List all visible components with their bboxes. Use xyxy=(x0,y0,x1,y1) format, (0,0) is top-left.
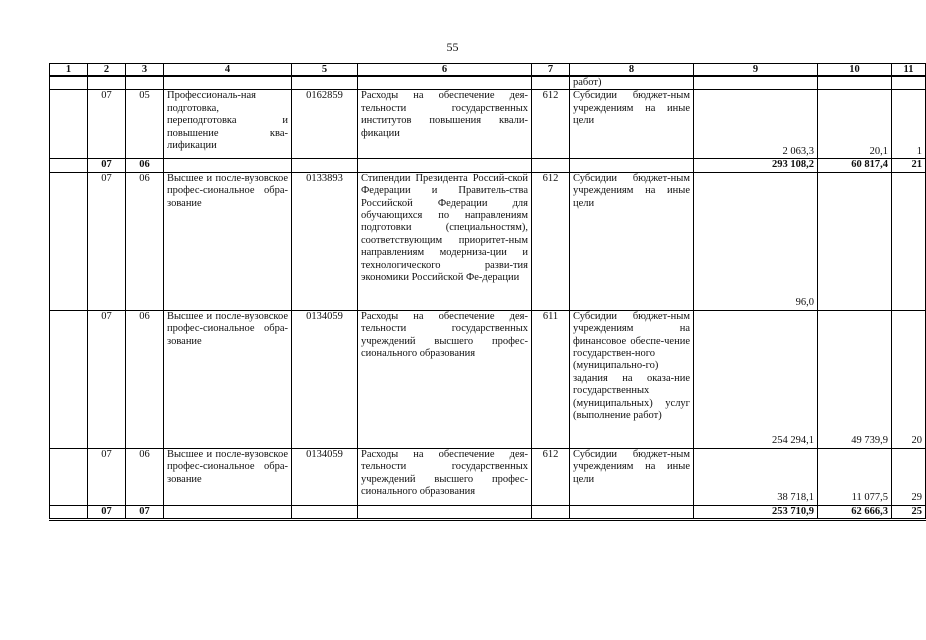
target-article-name-cell: Расходы на обеспечение дея-тельности государственных учреждений высшего профес-сионального образования xyxy=(358,448,532,505)
cell xyxy=(292,76,358,90)
amount-cell: 62 666,3 xyxy=(818,505,892,519)
cell xyxy=(532,505,570,519)
cell xyxy=(358,159,532,172)
subtotal-row xyxy=(50,159,926,172)
amount-cell: 253 710,9 xyxy=(694,505,818,519)
amount-cell: 96,0 xyxy=(694,172,818,310)
subsection-cell: 06 xyxy=(126,310,164,448)
cell xyxy=(358,76,532,90)
column-header-2: 2 xyxy=(88,64,126,77)
cell xyxy=(292,505,358,519)
cell xyxy=(50,90,88,159)
section-cell: 07 xyxy=(88,172,126,310)
cell xyxy=(570,505,694,519)
cell xyxy=(570,159,694,172)
cell xyxy=(164,505,292,519)
amount-cell xyxy=(818,172,892,310)
cell xyxy=(358,505,532,519)
table-row xyxy=(50,172,926,310)
expense-type-cell: Субсидии бюджет-ным учреждениям на иные цели xyxy=(570,448,694,505)
cell xyxy=(292,159,358,172)
column-header-6: 6 xyxy=(358,64,532,77)
cell xyxy=(126,76,164,90)
count-cell xyxy=(892,172,926,310)
subsection-cell: 05 xyxy=(126,90,164,159)
count-cell: 20 xyxy=(892,310,926,448)
expense-type-cell: работ) xyxy=(570,76,694,90)
count-cell: 25 xyxy=(892,505,926,519)
cell xyxy=(892,76,926,90)
subsection-cell: 06 xyxy=(126,448,164,505)
column-header-11: 11 xyxy=(892,64,926,77)
target-article-cell: 0134059 xyxy=(292,310,358,448)
cell xyxy=(50,310,88,448)
cell xyxy=(164,76,292,90)
column-header-7: 7 xyxy=(532,64,570,77)
amount-cell: 20,1 xyxy=(818,90,892,159)
amount-cell: 38 718,1 xyxy=(694,448,818,505)
cell xyxy=(50,172,88,310)
cell xyxy=(50,159,88,172)
target-article-cell: 0162859 xyxy=(292,90,358,159)
column-header-4: 4 xyxy=(164,64,292,77)
section-name-cell: Высшее и после-вузовское профес-сиональное обра-зование xyxy=(164,172,292,310)
target-article-cell: 0134059 xyxy=(292,448,358,505)
count-cell: 29 xyxy=(892,448,926,505)
section-cell: 07 xyxy=(88,505,126,519)
cell xyxy=(50,505,88,519)
cell xyxy=(694,76,818,90)
column-header-10: 10 xyxy=(818,64,892,77)
target-article-name-cell: Расходы на обеспечение дея-тельности государственных учреждений высшего профес-сионального образования xyxy=(358,310,532,448)
amount-cell: 293 108,2 xyxy=(694,159,818,172)
count-cell: 1 xyxy=(892,90,926,159)
amount-cell: 254 294,1 xyxy=(694,310,818,448)
header-row xyxy=(50,64,926,77)
expense-type-cell: Субсидии бюджет-ным учреждениям на финансовое обеспе-чение государствен-ного (муниципально-го) задания на оказа-ние государственных (муниципальных) услуг (выполнение работ) xyxy=(570,310,694,448)
page-number: 55 xyxy=(446,40,459,54)
expense-code-cell: 612 xyxy=(532,172,570,310)
expense-code-cell: 612 xyxy=(532,90,570,159)
expense-code-cell: 611 xyxy=(532,310,570,448)
subsection-cell: 06 xyxy=(126,159,164,172)
cell xyxy=(532,159,570,172)
amount-cell: 2 063,3 xyxy=(694,90,818,159)
expense-type-cell: Субсидии бюджет-ным учреждениям на иные цели xyxy=(570,90,694,159)
count-cell: 21 xyxy=(892,159,926,172)
section-cell: 07 xyxy=(88,448,126,505)
expense-type-cell: Субсидии бюджет-ным учреждениям на иные цели xyxy=(570,172,694,310)
column-header-9: 9 xyxy=(694,64,818,77)
table-row xyxy=(50,310,926,448)
amount-cell: 60 817,4 xyxy=(818,159,892,172)
column-header-5: 5 xyxy=(292,64,358,77)
section-name-cell: Высшее и после-вузовское профес-сиональное обра-зование xyxy=(164,310,292,448)
cell xyxy=(164,159,292,172)
cell xyxy=(50,76,88,90)
table-row xyxy=(50,448,926,505)
section-name-cell: Высшее и после-вузовское профес-сиональное обра-зование xyxy=(164,448,292,505)
table-row xyxy=(50,90,926,159)
subtotal-row xyxy=(50,505,926,519)
section-cell: 07 xyxy=(88,310,126,448)
subsection-cell: 07 xyxy=(126,505,164,519)
section-cell: 07 xyxy=(88,159,126,172)
amount-cell: 49 739,9 xyxy=(818,310,892,448)
expense-code-cell: 612 xyxy=(532,448,570,505)
target-article-name-cell: Стипендии Президента Россий-ской Федерации и Правитель-ства Российской Федерации для обучающихся по направлениям подготовки (специальностям), соответствующим приоритет-ным направлениям модерниза-ции и технологического разви-тия экономики Российской Фе-дерации xyxy=(358,172,532,310)
section-cell: 07 xyxy=(88,90,126,159)
column-header-3: 3 xyxy=(126,64,164,77)
cell xyxy=(818,76,892,90)
budget-table xyxy=(49,63,926,521)
amount-cell: 11 077,5 xyxy=(818,448,892,505)
target-article-name-cell: Расходы на обеспечение дея-тельности государственных институтов повышения квали-фикации xyxy=(358,90,532,159)
cell xyxy=(88,76,126,90)
table-row-continuation xyxy=(50,76,926,90)
target-article-cell: 0133893 xyxy=(292,172,358,310)
column-header-8: 8 xyxy=(570,64,694,77)
section-name-cell: Профессиональ-ная подготовка, переподготовка и повышение ква-лификации xyxy=(164,90,292,159)
cell xyxy=(50,448,88,505)
subsection-cell: 06 xyxy=(126,172,164,310)
column-header-1: 1 xyxy=(50,64,88,77)
cell xyxy=(532,76,570,90)
